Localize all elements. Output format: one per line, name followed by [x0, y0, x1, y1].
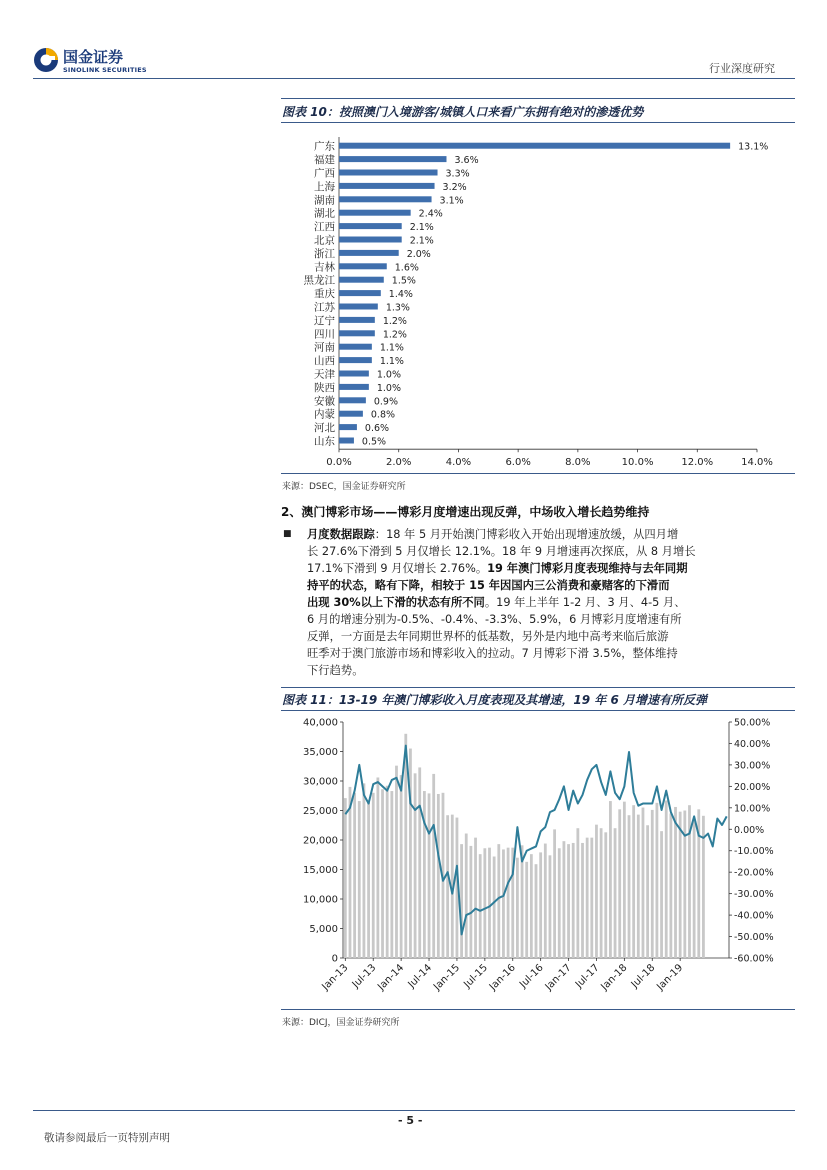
revenue-bar [363, 783, 366, 958]
revenue-bar [623, 802, 626, 958]
data-label: 2.0% [406, 248, 431, 260]
data-label: 3.6% [454, 155, 479, 167]
revenue-bar [414, 773, 417, 958]
left-tick-label: 25,000 [303, 806, 338, 817]
category-label: 辽宁 [314, 314, 335, 327]
category-label: 湖北 [314, 207, 335, 220]
revenue-bar [381, 789, 384, 958]
category-label: 安徽 [314, 395, 335, 408]
bar [339, 170, 438, 176]
revenue-bar [428, 793, 431, 958]
bar [339, 357, 372, 363]
bar [339, 196, 432, 202]
bar [339, 210, 411, 216]
x-tick-label: 12.0% [681, 457, 714, 469]
report-type: 行业深度研究 [709, 62, 775, 75]
category-label: 湖南 [314, 194, 335, 207]
revenue-bar [674, 807, 677, 958]
data-label: 1.2% [382, 315, 407, 327]
x-tick-label: Jul-17 [573, 962, 602, 991]
paragraph-line [307, 577, 767, 594]
data-label: 3.1% [439, 195, 464, 207]
figure-11-title: 图表 11：13-19 年澳门博彩收入月度表现及其增速，19 年 6 月增速有所反弹 [282, 693, 708, 707]
revenue-bar [563, 841, 566, 958]
x-tick-label: Jan-18 [599, 962, 630, 993]
page-header [0, 0, 827, 80]
data-label: 3.3% [445, 168, 470, 180]
revenue-bar [693, 819, 696, 958]
x-tick-label: Jul-18 [629, 962, 658, 991]
x-tick-label: Jul-16 [517, 962, 546, 991]
footer-rule [33, 1110, 795, 1111]
revenue-bar [372, 793, 375, 958]
data-label: 2.1% [409, 222, 434, 234]
revenue-bar [418, 767, 421, 958]
revenue-bar [460, 844, 463, 958]
x-tick-label: 6.0% [505, 457, 531, 469]
paragraph-line [307, 543, 767, 560]
category-label: 江西 [314, 221, 335, 234]
text-run: 长 27.6%下滑到 5 月仅增长 12.1%。18 年 9 月增速再次探底，从 8 月增长 [307, 545, 696, 558]
figure-10-source: 来源：DSEC，国金证券研究所 [282, 482, 406, 492]
data-label: 13.1% [738, 141, 769, 153]
bold-text: 19 年澳门博彩月度表现维持与去年同期 [487, 562, 688, 575]
right-tick-label: -10.00% [734, 846, 774, 858]
revenue-bar [474, 838, 477, 958]
bar [339, 277, 384, 283]
bar [339, 143, 730, 149]
x-tick-label: Jul-13 [350, 962, 379, 991]
revenue-bar [558, 848, 561, 958]
x-tick-label: 14.0% [741, 457, 773, 469]
data-label: 0.8% [370, 409, 396, 421]
revenue-bar [437, 794, 440, 958]
paragraph-line [307, 645, 767, 662]
x-tick-label: 8.0% [565, 457, 591, 469]
revenue-bar [367, 800, 370, 958]
x-tick-label: 10.0% [621, 457, 654, 469]
revenue-bar [539, 852, 542, 958]
category-label: 山东 [314, 435, 335, 448]
data-label: 1.1% [379, 356, 404, 368]
bar [339, 223, 402, 229]
logo-text-en: SINOLINK SECURITIES [63, 66, 147, 74]
data-label: 1.2% [382, 329, 407, 341]
data-label: 0.5% [361, 436, 387, 448]
bar [339, 156, 446, 162]
x-tick-label: Jan-19 [655, 962, 686, 993]
company-logo-icon [33, 47, 59, 73]
revenue-bar [488, 848, 491, 958]
bar [339, 424, 357, 430]
figure-10-bottom-rule [281, 473, 795, 474]
right-tick-label: -40.00% [734, 910, 774, 922]
revenue-bar [465, 834, 468, 958]
revenue-bar [530, 854, 533, 958]
bar [339, 411, 363, 417]
category-label: 上海 [314, 180, 335, 193]
revenue-bar [567, 844, 570, 958]
category-label: 江苏 [314, 301, 335, 314]
category-label: 山西 [314, 355, 335, 368]
revenue-bar [353, 793, 356, 958]
revenue-bar [628, 815, 631, 958]
text-run: 6 月的增速分别为-0.5%、-0.4%、-3.3%、5.9%，6 月博彩月度增速有所 [307, 613, 682, 626]
data-label: 1.3% [385, 302, 410, 314]
data-label: 1.6% [394, 262, 419, 274]
revenue-bar [604, 832, 607, 958]
revenue-bar [358, 801, 361, 958]
section-2-paragraph [307, 526, 767, 679]
left-tick-label: 10,000 [303, 894, 338, 906]
figure-10-title-rule [281, 122, 795, 123]
x-tick-label: 4.0% [445, 457, 472, 469]
bar [339, 290, 381, 296]
right-tick-label: 40.00% [734, 738, 771, 750]
category-label: 黑龙江 [303, 274, 335, 287]
figure-10-top-rule [281, 98, 795, 99]
bar [339, 330, 375, 336]
text-run: ：18 年 5 月开始澳门博彩收入开始出现增速放缓，从四月增 [374, 528, 679, 541]
bold-text: 月度数据跟踪 [307, 528, 375, 541]
x-tick-label: 2.0% [386, 457, 412, 469]
right-tick-label: -60.00% [734, 953, 774, 965]
left-tick-label: 30,000 [303, 776, 338, 788]
revenue-bar [344, 798, 347, 958]
bullet-marker: ■ [283, 529, 292, 539]
category-label: 河北 [314, 422, 335, 435]
category-label: 吉林 [314, 261, 335, 274]
right-tick-label: 20.00% [734, 781, 771, 793]
revenue-bar [535, 864, 538, 958]
revenue-bar [614, 828, 617, 958]
x-tick-label: Jul-14 [406, 962, 435, 991]
revenue-bar [600, 828, 603, 958]
bar [339, 237, 402, 243]
revenue-bar [432, 774, 435, 958]
left-tick-label: 5,000 [309, 924, 338, 935]
figure-11-top-rule [281, 687, 795, 688]
x-tick-label: Jan-14 [376, 962, 407, 993]
revenue-bar [590, 838, 593, 958]
x-tick-label: Jan-17 [543, 962, 574, 993]
figure-11-combo-chart [281, 714, 795, 1008]
right-tick-label: -50.00% [734, 932, 774, 944]
bar [339, 384, 369, 390]
logo-text-cn: 国金证券 [63, 48, 124, 66]
revenue-bar [572, 843, 575, 958]
revenue-bar [679, 812, 682, 958]
data-label: 2.4% [418, 208, 443, 220]
header-rule [33, 78, 795, 79]
paragraph-line [307, 628, 767, 645]
left-tick-label: 0 [331, 953, 338, 965]
bar [339, 263, 387, 269]
bar [339, 438, 354, 444]
text-run: 反弹，一方面是去年同期世界杯的低基数，另外是内地中高考来临后旅游 [307, 630, 669, 643]
figure-10-title: 图表 10：按照澳门入境游客/城镇人口来看广东拥有绝对的渗透优势 [282, 105, 644, 119]
category-label: 内蒙 [314, 408, 335, 421]
left-tick-label: 40,000 [303, 717, 338, 729]
bar [339, 304, 378, 310]
revenue-bar [656, 803, 659, 958]
revenue-bar [646, 825, 649, 958]
figure-11-title-rule [281, 710, 795, 711]
category-label: 北京 [314, 234, 335, 247]
section-2-heading: 2、澳门博彩市场——博彩月度增速出现反弹，中场收入增长趋势维持 [281, 505, 650, 519]
paragraph-line [307, 662, 767, 679]
left-tick-label: 35,000 [303, 747, 338, 758]
category-label: 福建 [314, 154, 335, 167]
revenue-bar [390, 791, 393, 958]
revenue-bar [507, 848, 510, 958]
x-tick-label: 0.0% [326, 457, 352, 469]
revenue-bar [376, 777, 379, 958]
figure-10-bar-chart [281, 132, 795, 472]
right-tick-label: -20.00% [734, 867, 774, 879]
left-tick-label: 15,000 [303, 865, 338, 876]
figure-11-bottom-rule [281, 1009, 795, 1010]
bar [339, 250, 399, 256]
revenue-bar [683, 811, 686, 959]
bar [339, 344, 372, 350]
right-tick-label: 50.00% [734, 717, 771, 729]
revenue-bar [665, 800, 668, 958]
paragraph-line [307, 560, 767, 577]
bar [339, 317, 375, 323]
revenue-bar [576, 828, 579, 958]
revenue-bar [479, 854, 482, 958]
revenue-bar [497, 844, 500, 958]
category-label: 河南 [314, 341, 335, 354]
revenue-bar [660, 831, 663, 958]
category-label: 天津 [314, 368, 335, 381]
paragraph-line [307, 526, 767, 543]
revenue-bar [595, 825, 598, 958]
category-label: 重庆 [314, 288, 335, 301]
right-tick-label: 0.00% [734, 824, 765, 836]
x-tick-label: Jan-16 [487, 962, 518, 993]
revenue-bar [525, 862, 528, 958]
revenue-bar [400, 775, 403, 958]
bold-text: 持平的状态，略有下降，相较于 15 年因国内三公消费和豪赌客的下滑而 [307, 579, 670, 592]
revenue-bar [632, 805, 635, 958]
paragraph-line [307, 594, 767, 611]
revenue-bar [642, 808, 645, 958]
revenue-bar [637, 815, 640, 958]
left-tick-label: 20,000 [303, 835, 338, 847]
data-label: 1.4% [388, 289, 413, 301]
bar [339, 183, 435, 189]
revenue-bar [493, 857, 496, 958]
revenue-bar [549, 855, 552, 958]
category-label: 浙江 [314, 247, 335, 260]
revenue-bar [483, 848, 486, 958]
data-label: 3.2% [442, 181, 467, 193]
revenue-bar [553, 829, 556, 958]
bold-text: 出现 30%以上下滑的状态有所不同 [307, 596, 485, 609]
revenue-bar [516, 858, 519, 958]
data-label: 0.9% [373, 396, 399, 408]
x-tick-label: Jan-15 [431, 962, 463, 993]
revenue-bar [669, 813, 672, 958]
right-tick-label: -30.00% [734, 889, 774, 901]
revenue-bar [586, 838, 589, 958]
data-label: 2.1% [409, 235, 434, 247]
data-label: 1.5% [391, 275, 416, 287]
revenue-bar [618, 809, 621, 958]
text-run: 旺季对于澳门旅游市场和博彩收入的拉动。7 月博彩下滑 3.5%，整体维持 [307, 647, 678, 660]
figure-11-source: 来源：DICJ，国金证券研究所 [282, 1018, 400, 1028]
text-run: 。19 年上半年 1-2 月、3 月、4-5 月、 [484, 596, 686, 609]
data-label: 0.6% [364, 423, 390, 435]
category-label: 四川 [314, 328, 335, 341]
revenue-bar [446, 815, 449, 958]
revenue-bar [395, 766, 398, 958]
bar [339, 371, 369, 377]
revenue-bar [651, 810, 654, 958]
right-tick-label: 30.00% [734, 760, 771, 772]
revenue-bar [502, 849, 505, 958]
revenue-bar [581, 843, 584, 958]
category-label: 陕西 [314, 381, 335, 394]
revenue-bar [609, 801, 612, 958]
x-tick-label: Jan-13 [320, 962, 351, 993]
paragraph-line [307, 611, 767, 628]
data-label: 1.0% [376, 369, 401, 381]
right-tick-label: 10.00% [734, 803, 771, 815]
data-label: 1.1% [379, 342, 404, 354]
disclaimer-note: 敬请参阅最后一页特别声明 [44, 1132, 170, 1144]
text-run: 17.1%下滑到 9 月仅增长 2.76%。 [307, 562, 488, 575]
revenue-bar [349, 787, 352, 958]
bar [339, 397, 366, 403]
revenue-bar [544, 844, 547, 958]
revenue-bar [386, 786, 389, 958]
revenue-bar [469, 846, 472, 958]
category-label: 广西 [314, 167, 335, 180]
x-tick-label: Jul-15 [462, 962, 490, 991]
category-label: 广东 [314, 140, 335, 153]
text-run: 下行趋势。 [307, 664, 364, 677]
data-label: 1.0% [376, 382, 401, 394]
page-number: - 5 - [398, 1114, 423, 1127]
